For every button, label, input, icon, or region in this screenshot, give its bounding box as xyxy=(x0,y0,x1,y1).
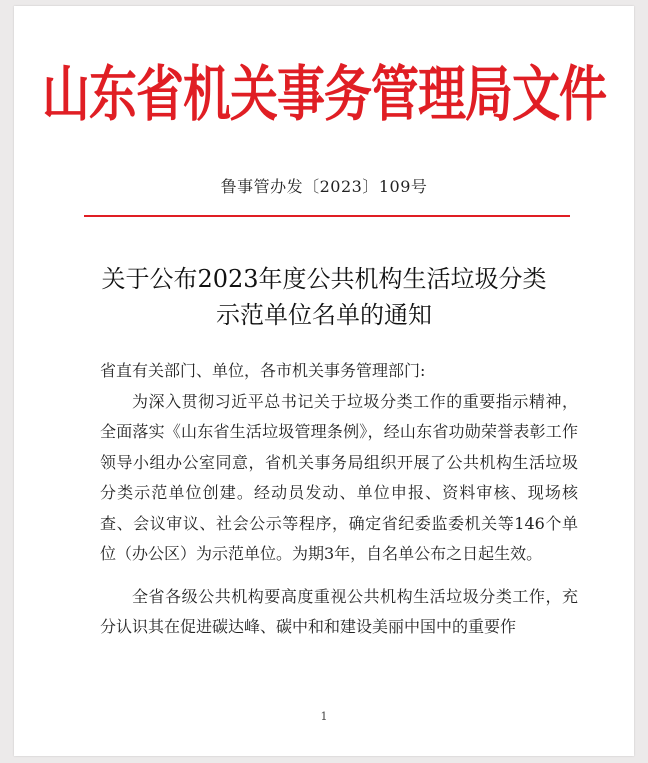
page-number: 1 xyxy=(320,710,328,723)
document-number: 鲁事管办发〔2023〕109号 xyxy=(220,177,428,196)
body-paragraph-1: 为深入贯彻习近平总书记关于垃圾分类工作的重要指示精神，全面落实《山东省生活垃圾管理条例》，经山东省功勋荣誉表彰工作领导小组办公室同意，省机关事务局组织开展了公共机构生活垃圾分类示范单位创建。经动员发动、单位申报、资料审核、现场核查、会议审议、社会公示等程序，确定省纪委监委机关等146个单位（办公区）为示范单位。为期3年，自名单公布之日起生效。 xyxy=(100,391,578,563)
notice-title-line-1: 关于公布2023年度公共机构生活垃圾分类 xyxy=(101,265,547,293)
document-page xyxy=(14,6,634,756)
salutation: 省直有关部门、单位，各市机关事务管理部门: xyxy=(100,361,426,380)
masthead-title: 山东省机关事务管理局文件 xyxy=(41,59,606,130)
notice-title-line-2: 示范单位名单的通知 xyxy=(216,301,432,329)
body-paragraph-2: 全省各级公共机构要高度重视公共机构生活垃圾分类工作，充分认识其在促进碳达峰、碳中和和建设美丽中国中的重要作 xyxy=(100,586,578,636)
notice-body xyxy=(100,356,578,643)
red-divider-line xyxy=(84,215,570,217)
notice-title xyxy=(14,261,634,333)
